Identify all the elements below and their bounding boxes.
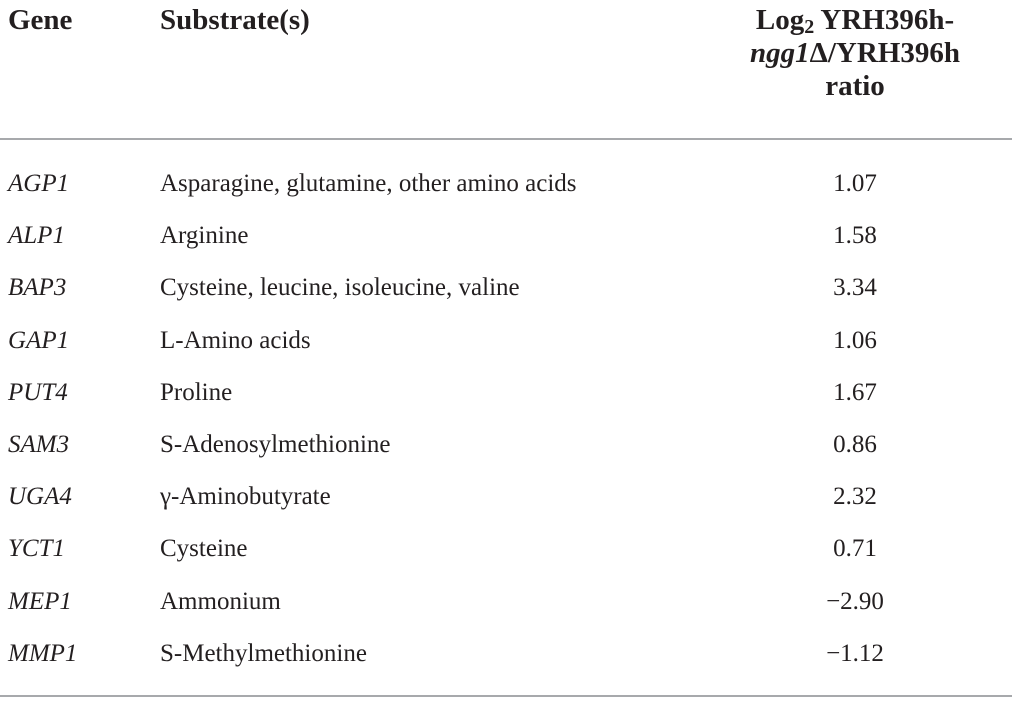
substrate-cell: Arginine bbox=[160, 222, 249, 250]
table-row bbox=[0, 367, 1018, 419]
ratio-cell: 3.34 bbox=[833, 274, 877, 302]
table-row bbox=[0, 523, 1018, 575]
ratio-cell: 0.71 bbox=[833, 535, 877, 563]
substrate-cell: Asparagine, glutamine, other amino acids bbox=[160, 170, 577, 197]
header-ratio-line3: ratio bbox=[825, 70, 885, 102]
table-row bbox=[0, 576, 1018, 628]
header-ratio-line1 bbox=[700, 4, 1010, 37]
ratio-cell: 2.32 bbox=[833, 483, 877, 511]
header-ratio-italic: ngg1 bbox=[750, 37, 810, 69]
header-ratio-line1-rest: YRH396h- bbox=[814, 4, 955, 36]
ratio-cell: 1.67 bbox=[833, 378, 877, 406]
substrate-cell: γ-Aminobutyrate bbox=[160, 483, 331, 511]
header-ratio-log: Log bbox=[755, 4, 805, 36]
substrate-cell: Cysteine bbox=[160, 535, 248, 563]
gene-cell: ALP1 bbox=[8, 222, 65, 250]
substrate-cell: Proline bbox=[160, 378, 233, 406]
header-gene: Gene bbox=[8, 4, 73, 36]
table-row bbox=[0, 628, 1018, 680]
ratio-cell: −2.90 bbox=[826, 587, 884, 615]
header-divider bbox=[0, 138, 1012, 140]
ratio-cell: 1.07 bbox=[833, 170, 877, 197]
substrate-cell: S-Methylmethionine bbox=[160, 639, 367, 667]
gene-cell: GAP1 bbox=[8, 326, 70, 354]
table-row bbox=[0, 471, 1018, 523]
ratio-cell: 0.86 bbox=[833, 430, 877, 458]
table-bottom-rule bbox=[0, 695, 1012, 697]
gene-cell: PUT4 bbox=[8, 378, 68, 406]
gene-cell: MEP1 bbox=[8, 587, 72, 615]
gene-cell: BAP3 bbox=[8, 274, 67, 302]
ratio-cell: 1.06 bbox=[833, 326, 877, 354]
table-body bbox=[0, 158, 1018, 680]
header-ratio-subscript: 2 bbox=[804, 16, 815, 38]
table-header bbox=[0, 0, 1018, 138]
ratio-cell: 1.58 bbox=[833, 222, 877, 250]
table-row bbox=[0, 262, 1018, 314]
substrate-cell: S-Adenosylmethionine bbox=[160, 430, 391, 458]
ratio-cell: −1.12 bbox=[826, 639, 884, 667]
gene-cell: AGP1 bbox=[8, 170, 70, 197]
header-ratio bbox=[700, 4, 1010, 103]
gene-cell: YCT1 bbox=[8, 535, 65, 563]
table-row bbox=[0, 419, 1018, 471]
gene-cell: UGA4 bbox=[8, 483, 72, 511]
header-substrate: Substrate(s) bbox=[160, 4, 310, 36]
table-row bbox=[0, 210, 1018, 262]
substrate-cell: Cysteine, leucine, isoleucine, valine bbox=[160, 274, 520, 302]
substrate-cell: Ammonium bbox=[160, 587, 281, 615]
substrate-cell: L-Amino acids bbox=[160, 326, 311, 354]
header-ratio-line2-rest: Δ/YRH396h bbox=[809, 37, 960, 69]
table-row bbox=[0, 158, 1018, 210]
table-row bbox=[0, 315, 1018, 367]
gene-cell: MMP1 bbox=[8, 639, 78, 667]
header-ratio-line2 bbox=[700, 37, 1010, 70]
gene-cell: SAM3 bbox=[8, 430, 70, 458]
